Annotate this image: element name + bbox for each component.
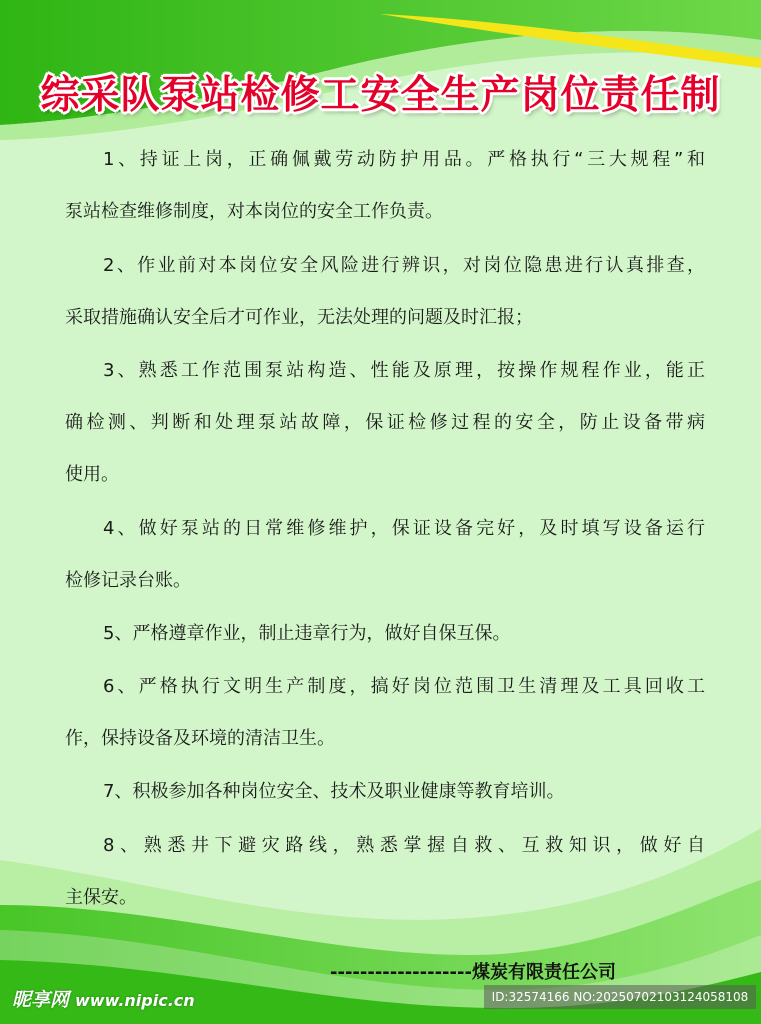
rule-line: 7、积极参加各种岗位安全、技术及职业健康等教育培训。: [103, 781, 565, 802]
watermark-logo-text: 昵享网: [12, 989, 70, 1011]
rule-paragraph-1: [65, 134, 705, 238]
rule-line: 5、严格遵章作业，制止违章行为，做好自保互保。: [103, 623, 511, 644]
rule-paragraph-5: [65, 608, 705, 660]
rule-line: 检修记录台账。: [65, 570, 191, 591]
rule-line: 3、熟悉工作范围泵站构造、性能及原理，按操作规程作业，能正: [103, 360, 705, 381]
rule-paragraph-8: [65, 820, 705, 924]
rule-line: 作，保持设备及环境的清洁卫生。: [65, 728, 335, 749]
rule-line: 泵站检查维修制度，对本岗位的安全工作负责。: [65, 201, 443, 222]
page-title: 综采队泵站检修工安全生产岗位责任制: [40, 73, 721, 118]
rule-line: 6、严格执行文明生产制度，搞好岗位范围卫生清理及工具回收工: [103, 676, 705, 697]
rule-line: 采取措施确认安全后才可作业，无法处理的问题及时汇报；: [65, 307, 533, 328]
rule-paragraph-2: [65, 240, 705, 344]
watermark-site: www.nipic.cn: [75, 991, 195, 1010]
company-signature: -------------------煤炭有限责任公司: [330, 962, 616, 983]
rule-line: 4、做好泵站的日常维修维护，保证设备完好，及时填写设备运行: [103, 518, 705, 539]
watermark-logo: [12, 985, 195, 1012]
rule-paragraph-6: [65, 661, 705, 765]
rule-line: 确检测、判断和处理泵站故障，保证检修过程的安全，防止设备带病: [65, 412, 705, 433]
rule-paragraph-3: [65, 345, 705, 501]
rule-line: 2、作业前对本岗位安全风险进行辨识，对岗位隐患进行认真排查，: [103, 255, 705, 276]
rule-paragraph-4: [65, 503, 705, 607]
rule-line: 8、熟悉井下避灾路线，熟悉掌握自救、互救知识，做好自: [103, 835, 705, 856]
rule-paragraph-7: [65, 766, 705, 818]
watermark-id: ID:32574166 NO:20250702103124058108: [484, 985, 756, 1009]
rule-line: 1、持证上岗，正确佩戴劳动防护用品。严格执行“三大规程”和: [103, 149, 705, 170]
rule-line: 使用。: [65, 464, 119, 485]
rule-line: 主保安。: [65, 887, 137, 908]
